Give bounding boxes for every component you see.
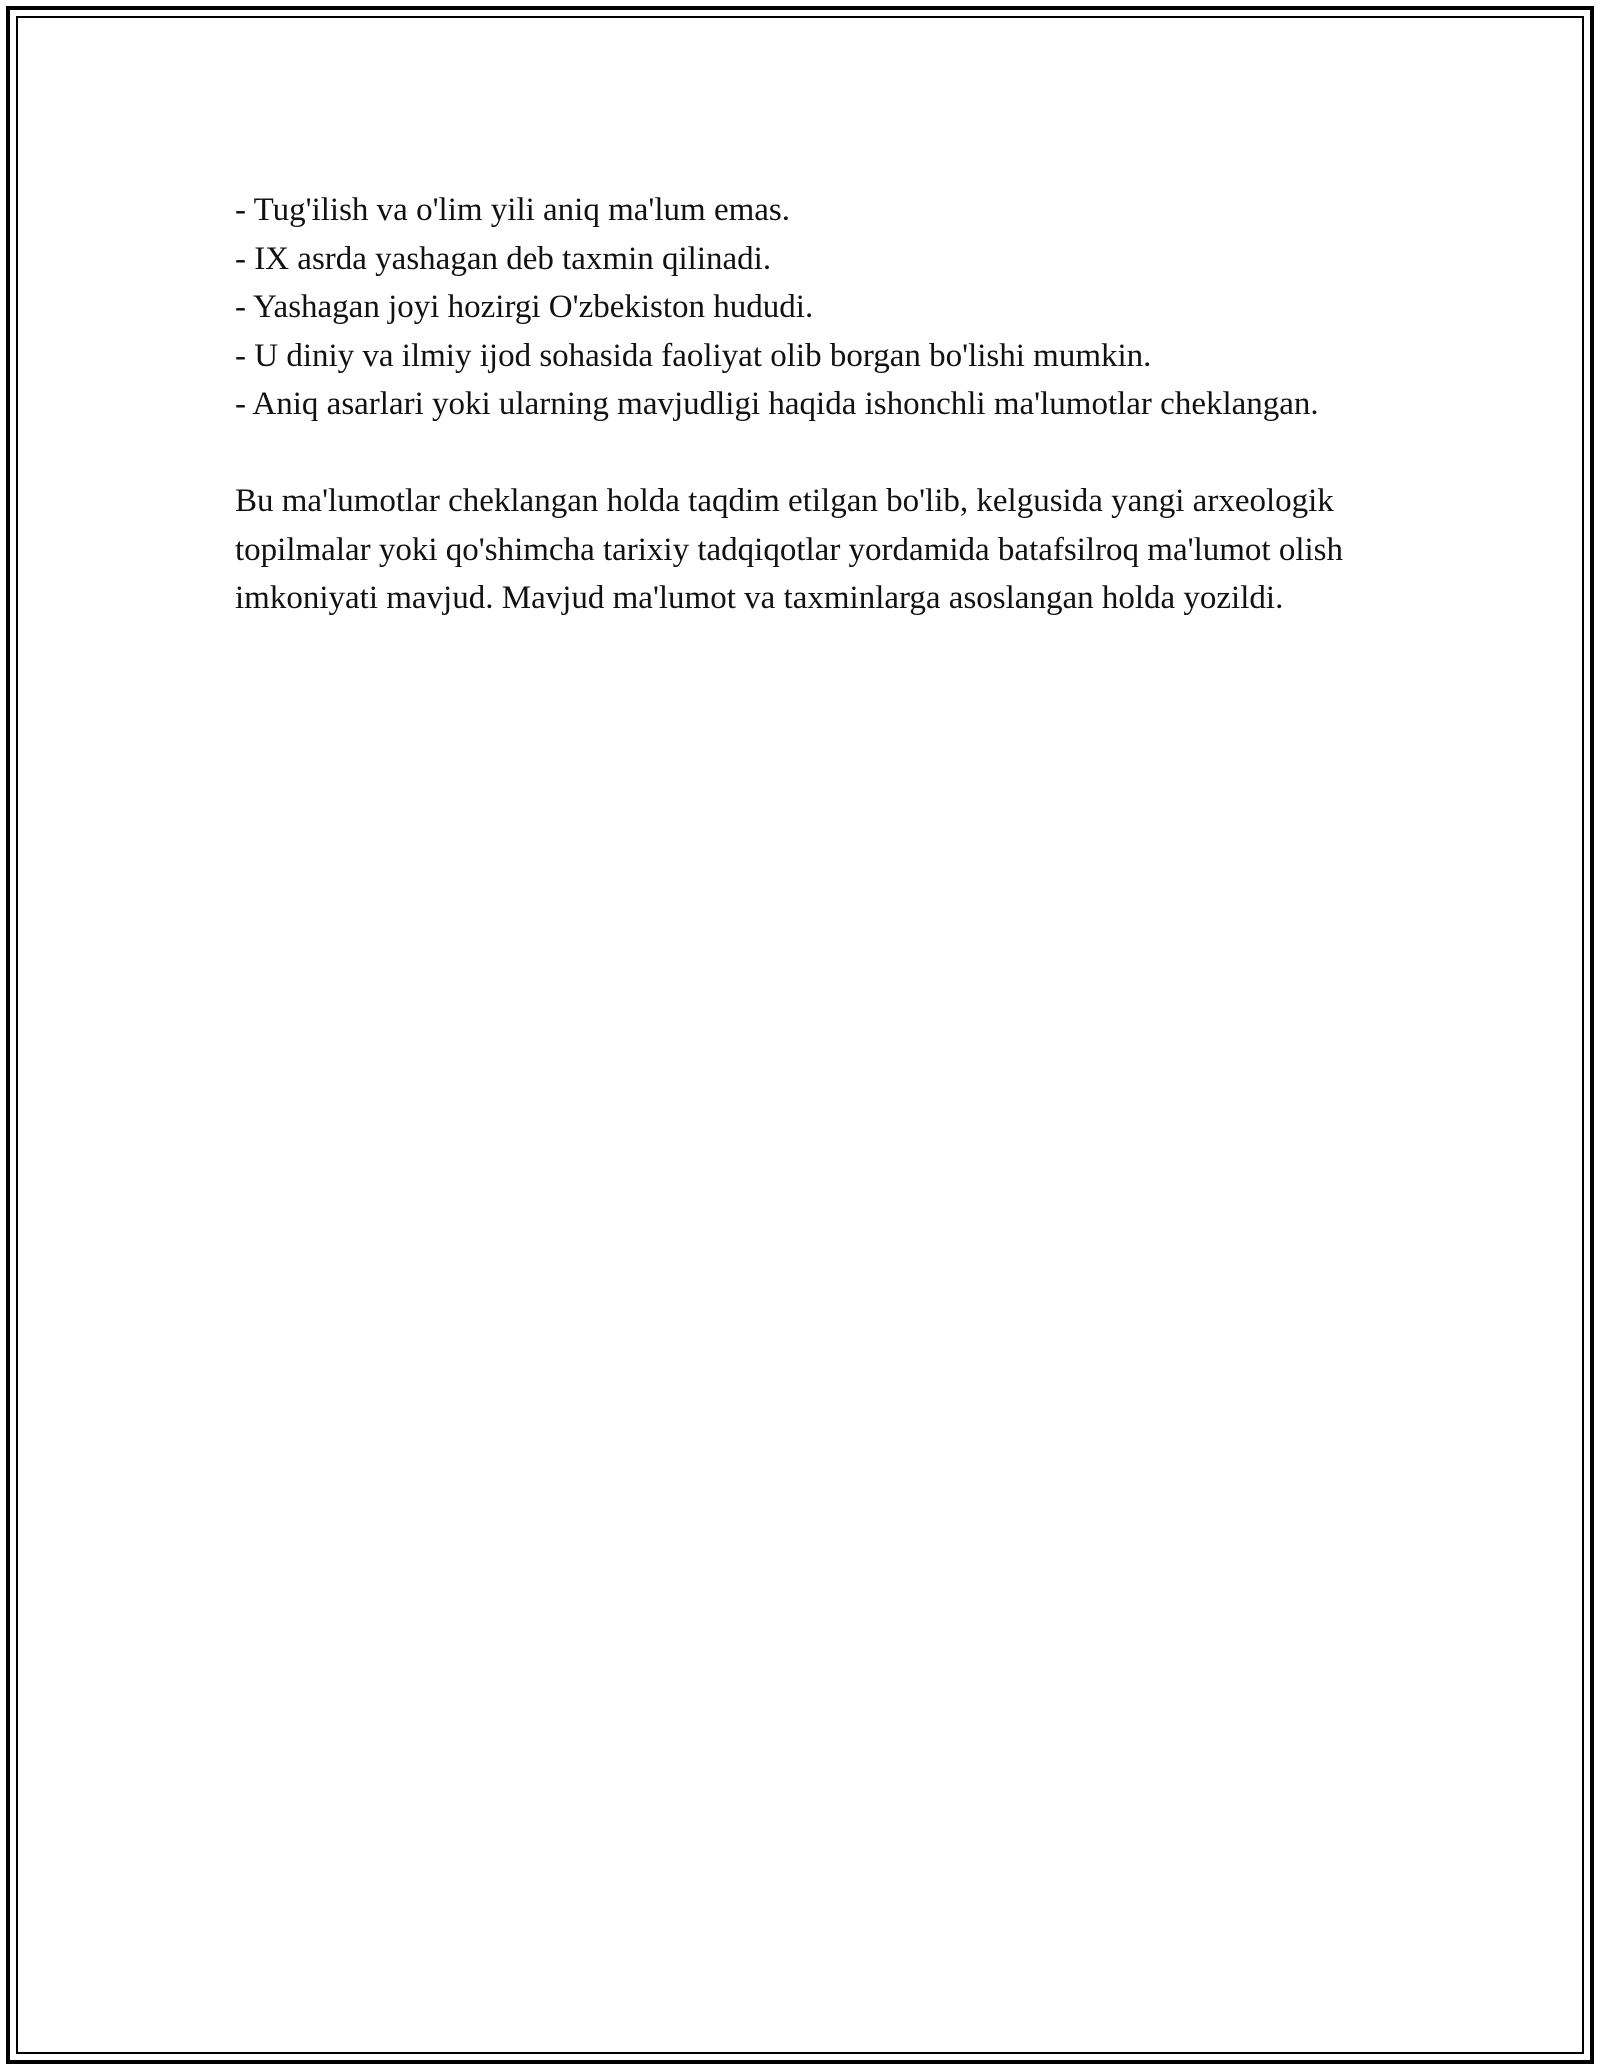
bullet-item: - Yashagan joyi hozirgi O'zbekiston hududi. <box>235 289 814 325</box>
bullet-item: - Aniq asarlari yoki ularning mavjudligi haqida ishonchli ma'lumotlar cheklangan. <box>235 386 1319 422</box>
bullet-item: - Tug'ilish va o'lim yili aniq ma'lum emas. <box>235 192 791 228</box>
document-body <box>235 186 1365 623</box>
bullet-item: - U diniy va ilmiy ijod sohasida faoliyat olib borgan bo'lishi mumkin. <box>235 337 1152 374</box>
bullet-list <box>235 186 1365 429</box>
closing-paragraph: Bu ma'lumotlar cheklangan holda taqdim etilgan bo'lib, kelgusida yangi arxeologik topilmalar yoki qo'shimcha tarixiy tadqiqotlar yordamida batafsilroq ma'lumot olish imkoniyati mavjud. Mavjud ma'lumot va taxminlarga asoslangan holda yozildi. <box>235 483 1343 616</box>
bullet-item: - IX asrda yashagan deb taxmin qilinadi. <box>235 240 772 277</box>
